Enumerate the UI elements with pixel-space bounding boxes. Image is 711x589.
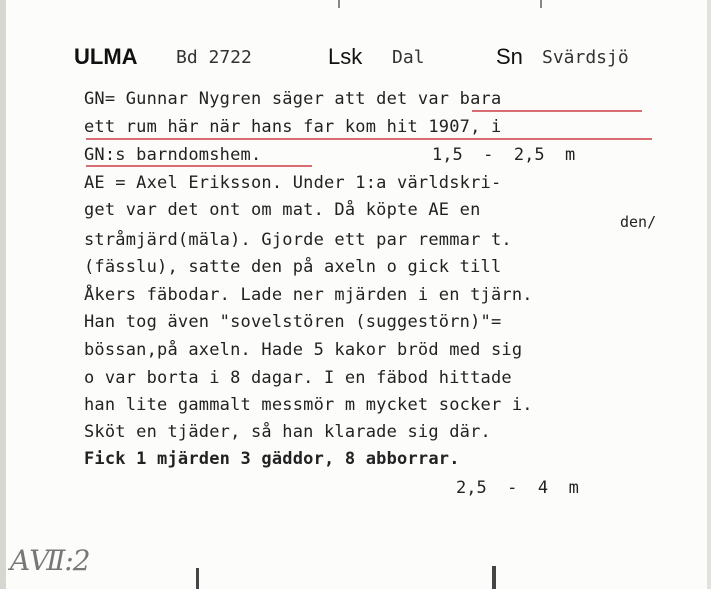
measure-second: 2,5 - 4 m <box>456 478 579 498</box>
socken-label: Sn <box>496 44 523 69</box>
landskap-label: Lsk <box>328 44 363 69</box>
text-line: (fässlu), satte den på axeln o gick till <box>84 257 502 277</box>
text-line: GN= Gunnar Nygren säger att det var bara <box>84 89 502 109</box>
text-line: stråmjärd(mäla). Gjorde ett par remmar t. <box>84 230 512 250</box>
corner-note: AⅦ:2 <box>10 544 90 577</box>
text-line: bössan,på axeln. Hade 5 kakor bröd med sig <box>84 340 523 360</box>
text-line: ett rum här när hans far kom hit 1907, i <box>84 117 502 137</box>
red-underline <box>472 110 642 112</box>
text-line: get var det ont om mat. Då köpte AE en <box>84 200 481 220</box>
archive-label: ULMA <box>74 44 138 69</box>
text-line: o var borta i 8 dagar. I en fäbod hittade <box>84 368 512 388</box>
text-line: Fick 1 mjärden 3 gäddor, 8 abborrar. <box>84 449 460 469</box>
red-underline <box>86 138 652 140</box>
text-line: han lite gammalt messmör m mycket socker i. <box>84 395 533 415</box>
red-underline <box>86 165 312 167</box>
socken-value: Svärdsjö <box>542 47 629 68</box>
text-line: AE = Axel Eriksson. Under 1:a världskri- <box>84 173 502 193</box>
archive-number: Bd 2722 <box>176 47 252 68</box>
insertion-note: den/ <box>620 213 657 231</box>
text-line: Åkers fäbodar. Lade ner mjärden i en tjärn. <box>84 285 533 305</box>
landskap-value: Dal <box>392 47 425 68</box>
measure-first: 1,5 - 2,5 m <box>432 145 576 165</box>
edge-mark <box>540 0 542 8</box>
text-line: Han tog även "sovelstören (suggestörn)"= <box>84 312 502 332</box>
edge-mark <box>196 568 199 589</box>
edge-mark <box>338 0 340 8</box>
edge-mark <box>492 566 496 589</box>
text-line: Sköt en tjäder, så han klarade sig där. <box>84 422 491 442</box>
text-line: GN:s barndomshem. <box>84 145 262 165</box>
